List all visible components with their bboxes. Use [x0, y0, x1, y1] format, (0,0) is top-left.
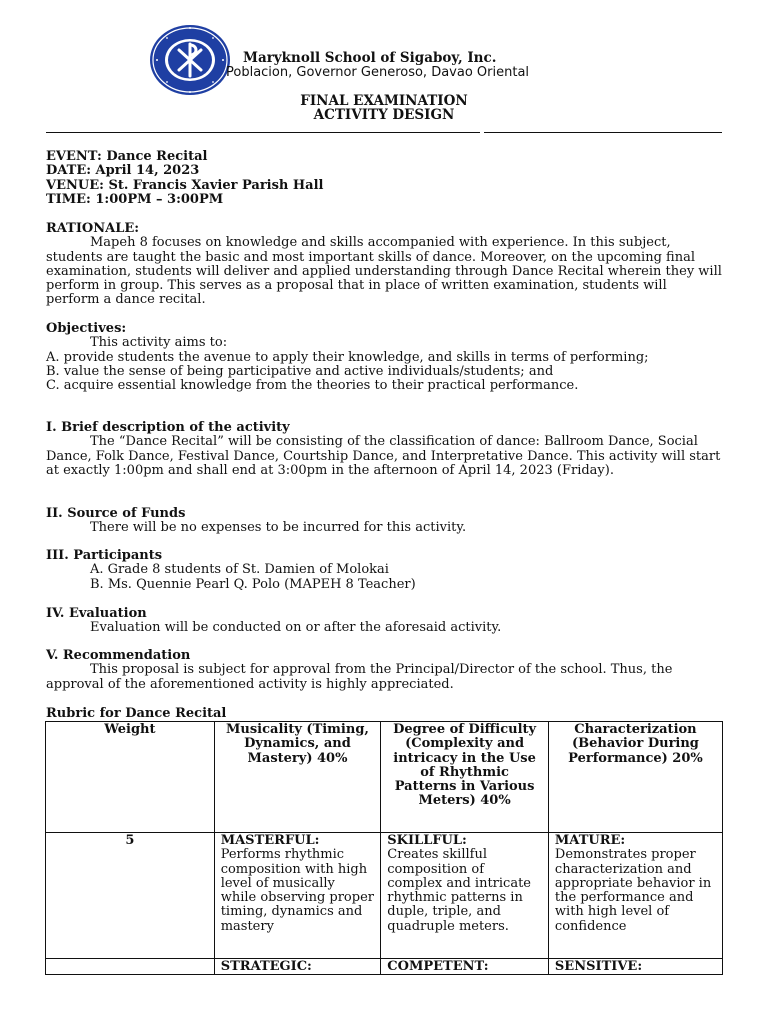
brief-heading: I. Brief description of the activity	[46, 420, 290, 435]
weight-cell: 5	[46, 833, 215, 959]
table-row	[46, 959, 723, 975]
school-seal	[149, 24, 231, 96]
funds-heading: II. Source of Funds	[46, 506, 186, 521]
musicality-level: MASTERFUL:	[220, 833, 320, 848]
difficulty-cell	[381, 959, 549, 975]
funds-body: There will be no expenses to be incurred for this activity.	[90, 520, 467, 536]
column-header-difficulty: Degree of Difficulty (Complexity and intricacy in the Use of Rhythmic Patterns in Various Meters) 40%	[381, 722, 549, 833]
evaluation-heading: IV. Evaluation	[46, 606, 147, 621]
column-header-weight: Weight	[46, 722, 215, 833]
rationale-section	[46, 222, 722, 308]
difficulty-description: Creates skillful composition of complex and intricate rhythmic patterns in duple, triple, and quadruple meters.	[387, 847, 532, 934]
event-time: TIME: 1:00PM – 3:00PM	[46, 191, 224, 207]
recommendation-section	[46, 649, 722, 692]
evaluation-body: Evaluation will be conducted on or after the aforesaid activity.	[90, 620, 502, 636]
objectives-heading: Objectives:	[46, 321, 127, 336]
recommendation-body: This proposal is subject for approval from the Principal/Director of the school. Thus, the approval of the aforementioned activity is highly appreciated.	[46, 662, 673, 692]
weight-cell	[46, 959, 215, 975]
recommendation-heading: V. Recommendation	[46, 648, 191, 663]
musicality-cell	[214, 833, 381, 959]
event-name: EVENT: Dance Recital	[46, 149, 208, 164]
objectives-intro: This activity aims to:	[90, 335, 228, 351]
objective-item: C. acquire essential knowledge from the theories to their practical performance.	[46, 378, 579, 394]
participants-section	[46, 549, 722, 592]
event-date: DATE: April 14, 2023	[46, 163, 200, 179]
objectives-section	[46, 322, 722, 393]
brief-body: The “Dance Recital” will be consisting of the classification of dance: Ballroom Dance, Social Dance, Folk Dance, Festival Dance, Courtship Dance, and Interpretative Dance. This activity will start at exactly 1:00pm and shall end at 3:00pm in the afternoon of April 14, 2023 (Friday).	[46, 434, 721, 478]
characterization-cell	[548, 833, 722, 959]
participant-item: B. Ms. Quennie Pearl Q. Polo (MAPEH 8 Teacher)	[90, 576, 416, 592]
rationale-body: Mapeh 8 focuses on knowledge and skills accompanied with experience. In this subject, students are taught the basic and most important skills of dance. Moreover, on the upcoming final examination, students will deliver and applied understanding through Dance Recital wherein they will perform in group. This serves as a proposal that in place of written examination, students will perform a dance recital.	[46, 235, 722, 308]
rubric-title: Rubric for Dance Recital	[46, 706, 227, 721]
column-header-musicality: Musicality (Timing, Dynamics, and Mastery) 40%	[214, 722, 381, 833]
table-row	[46, 833, 723, 959]
participant-item: A. Grade 8 students of St. Damien of Molokai	[90, 562, 389, 578]
school-address: Poblacion, Governor Generoso, Davao Oriental	[226, 65, 530, 80]
event-venue: VENUE: St. Francis Xavier Parish Hall	[46, 177, 324, 193]
objective-item: A. provide students the avenue to apply their knowledge, and skills in terms of performing;	[46, 349, 649, 365]
funds-section	[46, 507, 722, 536]
event-details	[46, 150, 722, 207]
difficulty-level: SKILLFUL:	[387, 833, 467, 848]
rationale-heading: RATIONALE:	[46, 221, 140, 236]
characterization-description: Demonstrates proper characterization and appropriate behavior in the performance and with high level of confidence	[554, 847, 712, 934]
difficulty-level: COMPETENT:	[387, 959, 489, 974]
evaluation-section	[46, 607, 722, 636]
musicality-description: Performs rhythmic composition with high level of musically while observing proper timing, dynamics and mastery	[220, 847, 374, 934]
characterization-cell	[548, 959, 722, 975]
characterization-level: SENSITIVE:	[554, 959, 643, 974]
rubric-table	[45, 721, 723, 975]
difficulty-cell	[381, 833, 549, 959]
characterization-level: MATURE:	[554, 833, 626, 848]
participants-heading: III. Participants	[46, 548, 163, 563]
school-name: Maryknoll School of Sigaboy, Inc.	[243, 50, 497, 66]
objective-item: B. value the sense of being participative and active individuals/students; and	[46, 363, 554, 379]
activity-title: ACTIVITY DESIGN	[313, 107, 455, 123]
divider-line	[46, 132, 722, 133]
rubric-header-row	[46, 722, 723, 833]
musicality-cell	[214, 959, 381, 975]
column-header-characterization: Characterization (Behavior During Performance) 20%	[548, 722, 722, 833]
brief-description-section	[46, 421, 722, 478]
musicality-level: STRATEGIC:	[220, 959, 312, 974]
exam-title: FINAL EXAMINATION	[300, 93, 468, 109]
